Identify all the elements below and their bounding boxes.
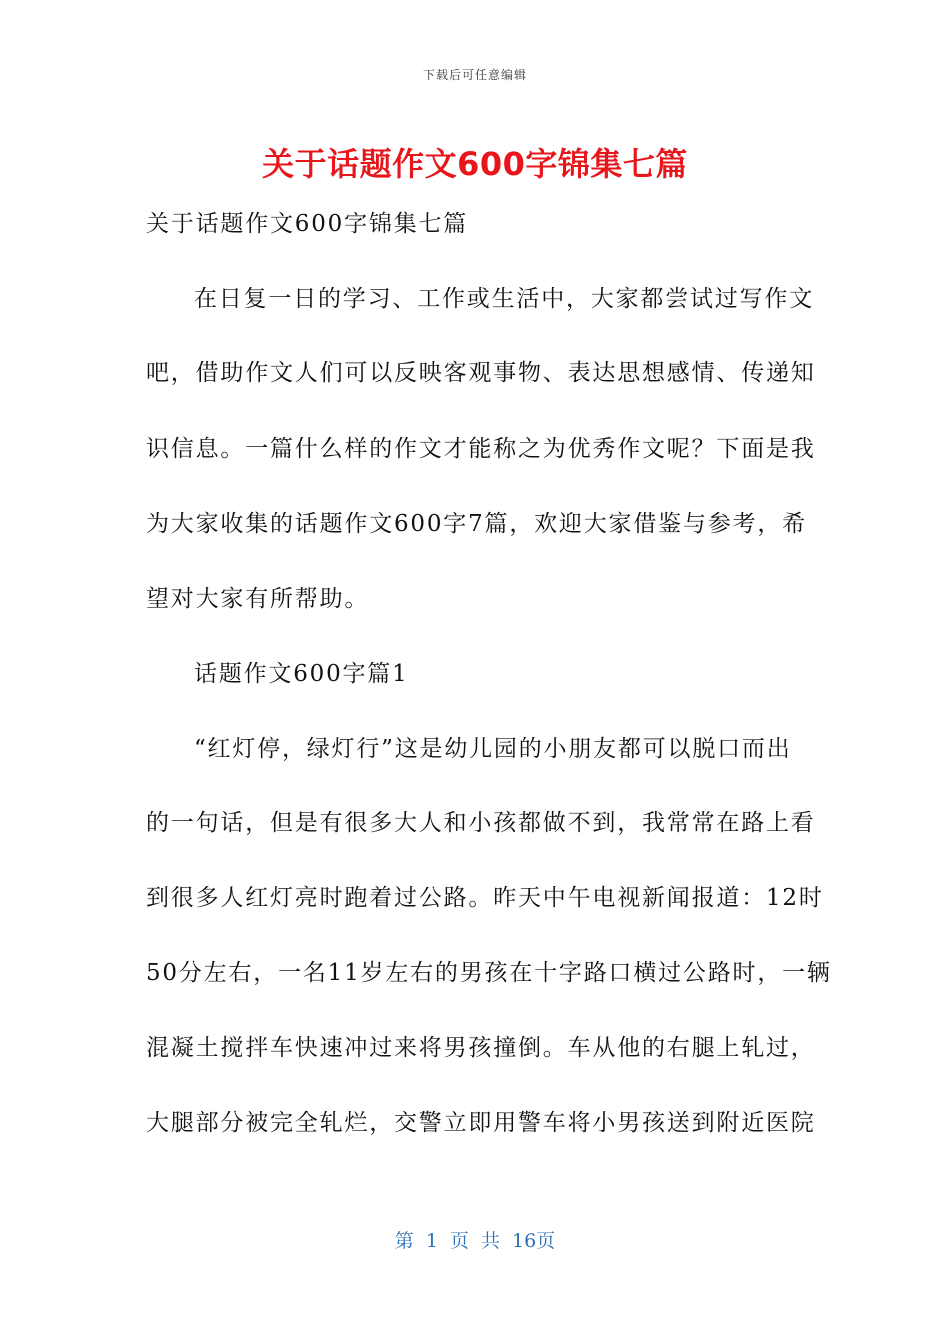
document-title: 关于话题作文600字锦集七篇 [262,145,688,183]
paragraph-line: 为大家收集的话题作文600字7篇，欢迎大家借鉴与参考，希 [146,511,807,537]
paragraph-line: 大腿部分被完全轧烂，交警立即用警车将小男孩送到附近医院 [146,1110,816,1136]
page-number: 第 1 页 共 16页 [394,1230,556,1252]
paragraph-line: “红灯停，绿灯行”这是幼儿园的小朋友都可以脱口而出 [194,736,792,762]
paragraph-line: 50分左右，一名11岁左右的男孩在十字路口横过公路时，一辆 [146,960,832,986]
paragraph-line: 识信息。一篇什么样的作文才能称之为优秀作文呢？下面是我 [146,436,816,462]
document-subtitle: 关于话题作文600字锦集七篇 [146,211,469,237]
paragraph-line: 在日复一日的学习、工作或生活中，大家都尝试过写作文 [194,286,814,312]
section-heading: 话题作文600字篇1 [194,661,409,687]
paragraph-line: 混凝土搅拌车快速冲过来将男孩撞倒。车从他的右腿上轧过， [146,1035,816,1061]
paragraph-line: 到很多人红灯亮时跑着过公路。昨天中午电视新闻报道：12时 [146,885,824,911]
paragraph-line: 吧，借助作文人们可以反映客观事物、表达思想感情、传递知 [146,360,816,386]
paragraph-line: 的一句话，但是有很多大人和小孩都做不到，我常常在路上看 [146,810,816,836]
page-header-note: 下载后可任意编辑 [422,68,527,82]
paragraph-line: 望对大家有所帮助。 [146,586,370,612]
